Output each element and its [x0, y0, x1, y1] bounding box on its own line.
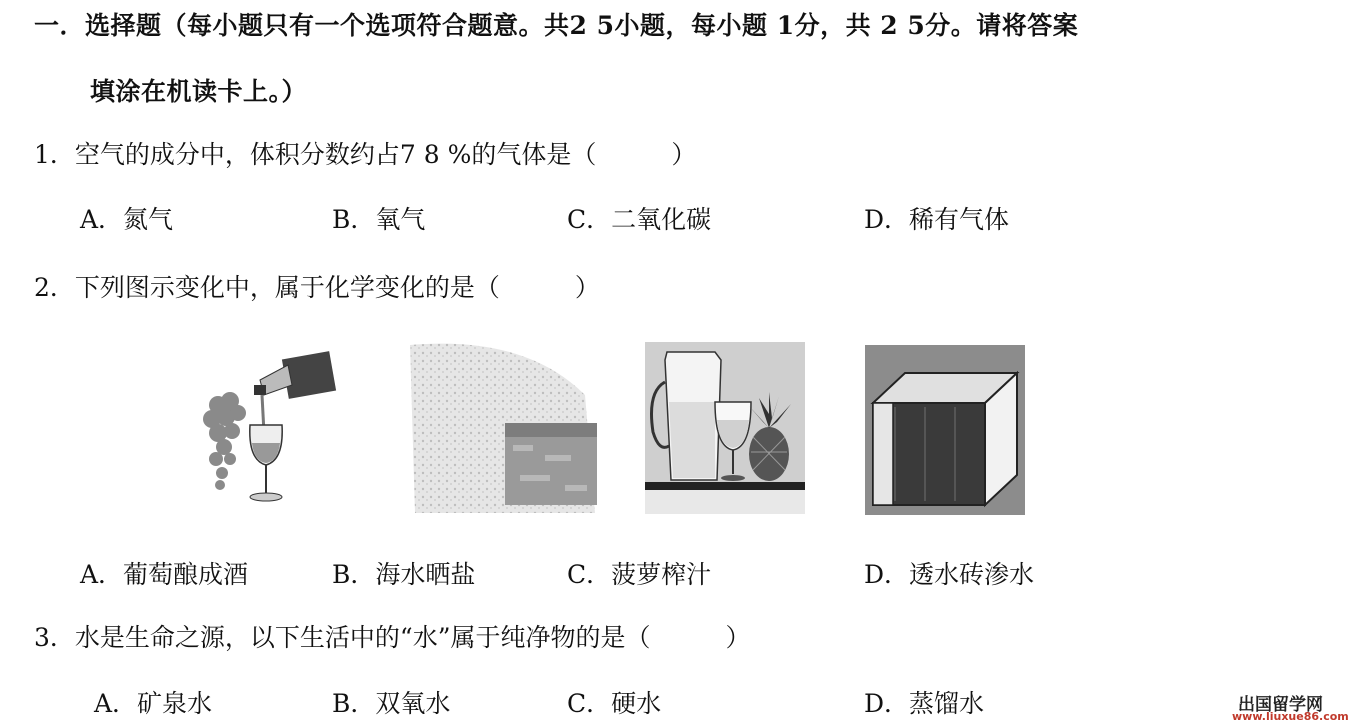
question-3-option-c: C．硬水 [567, 689, 662, 718]
question-3-stem: 3．水是生命之源，以下生活中的“水”属于纯净物的是（ ） [34, 623, 751, 652]
question-1-option-c: C．二氧化碳 [567, 205, 712, 234]
question-2-option-c: C．菠萝榨汁 [567, 560, 712, 589]
question-2-option-b: B．海水晒盐 [332, 560, 476, 589]
porous-brick-illustration [865, 345, 1025, 515]
question-2-stem: 2．下列图示变化中，属于化学变化的是（ ） [34, 273, 600, 302]
question-2-option-d: D．透水砖渗水 [864, 560, 1035, 589]
question-3-option-a: A．矿泉水 [94, 689, 213, 718]
pineapple-juice-illustration [645, 342, 805, 514]
watermark-url: www.liuxue86.com [1232, 710, 1349, 723]
section-heading-line1: 一．选择题（每小题只有一个选项符合题意。共2 5小题，每小题 1分，共 2 5分。请将答案 [34, 11, 1079, 40]
watermark-title: 出国留学网 [1238, 695, 1323, 715]
question-1-stem: 1．空气的成分中，体积分数约占7 8 %的气体是（ ） [34, 140, 697, 169]
question-3-option-d: D．蒸馏水 [864, 689, 985, 718]
question-2-option-a: A．葡萄酿成酒 [80, 560, 249, 589]
question-1-option-b: B．氧气 [332, 205, 426, 234]
section-heading-line2: 填涂在机读卡上。） [90, 77, 308, 106]
sea-salt-drying-illustration [405, 335, 600, 513]
question-3-option-b: B．双氧水 [332, 689, 451, 718]
wine-pouring-illustration [190, 335, 340, 510]
question-1-option-a: A．氮气 [80, 205, 174, 234]
question-1-option-d: D．稀有气体 [864, 205, 1010, 234]
